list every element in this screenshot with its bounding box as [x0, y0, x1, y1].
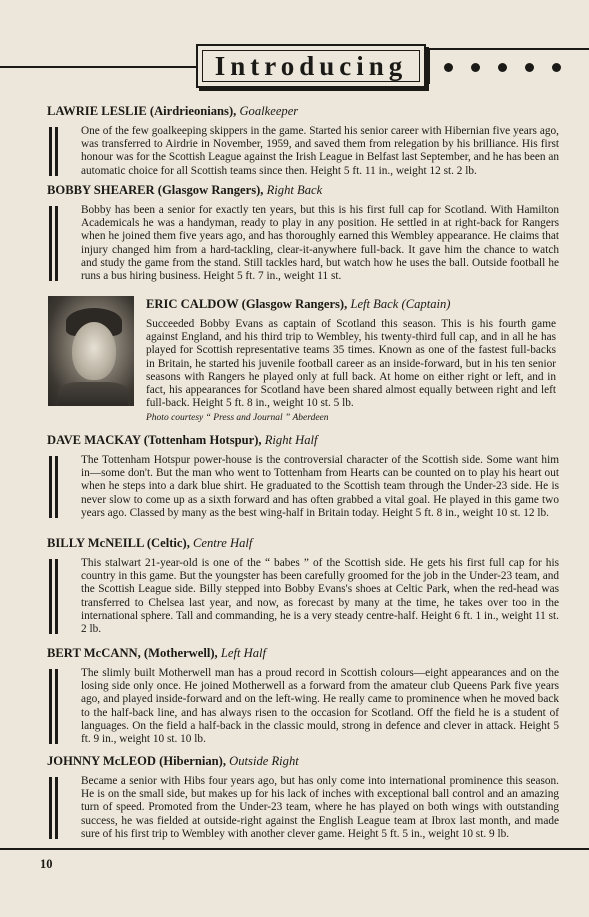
- player-bio: [47, 557, 559, 636]
- page-number: 10: [40, 857, 53, 871]
- double-bar-marker: [49, 206, 59, 281]
- player-heading: [47, 535, 559, 551]
- player-position: Left Back: [350, 297, 399, 311]
- player-entry-mackay: [47, 432, 559, 520]
- player-bio-text: Succeeded Bobby Evans as captain of Scotland this season. This is his fourth game against England, and his third trip to Wembley, his twenty-third full cap, and in all he has played for Scottish representative teams 35 times. Known as one of the fastest full-backs in Britain, he started his juvenile football career as an inside-forward, but in his ten senior seasons with Rangers he played only at full back. At home on either right or left, and in fact, his appearances for Scotland have been shared almost equally between right and left full-back. Height 5 ft. 8 in., weight 10 st. 5 lb.: [146, 318, 556, 410]
- player-bio: [47, 125, 559, 178]
- dot-icon: [552, 63, 561, 72]
- player-heading: [47, 182, 559, 198]
- page-title: Introducing: [214, 50, 408, 81]
- dot-icon: [471, 63, 480, 72]
- double-bar-marker: [49, 669, 59, 744]
- double-bar-marker: [49, 456, 59, 518]
- player-position: Left Half: [220, 646, 267, 660]
- player-name: LAWRIE LESLIE (Airdrieonians),: [47, 104, 237, 118]
- player-bio-text: Bobby has been a senior for exactly ten years, but this is his first full cap for Scotland. With Hamilton Academicals he was a handyman, ready to play in any position. He settled in at right-back for Rangers when he joined them five years ago, and has thoroughly earned this Wembley appearance. He claims that injury changed him from a hard-tackling, clear-it-anywhere full-back. It gave him the chance to watch and study the game from the stand. Still tackles hard, but watch how he uses the ball. Outside football he runs a bus hiring business. Height 5 ft. 7 in., weight 11 st.: [81, 204, 559, 283]
- player-entry-caldow: [146, 296, 556, 423]
- player-name: DAVE MACKAY (Tottenham Hotspur),: [47, 433, 262, 447]
- player-name: BOBBY SHEARER (Glasgow Rangers),: [47, 183, 264, 197]
- player-heading: [47, 645, 559, 661]
- double-bar-marker: [49, 777, 59, 839]
- photo-credit: Photo courtesy “ Press and Journal ” Aberdeen: [146, 413, 329, 424]
- player-position: Outside Right: [229, 754, 299, 768]
- player-captain-tag: (Captain): [401, 297, 451, 311]
- dot-icon: [444, 63, 453, 72]
- dot-icon: [498, 63, 507, 72]
- player-bio-text: One of the few goalkeeping skippers in the game. Started his senior career with Hibernian five years ago, was transferred to Airdrie in November, 1959, and saved them from relegation by his brilliance. His first honour was for the Scottish League against the Irish League in Belfast last September, and he has been an automatic choice for all Scottish teams since then. Height 5 ft. 11 in., weight 12 st. 2 lb.: [81, 125, 559, 177]
- player-position: Right Half: [264, 433, 318, 447]
- dot-icon: [525, 63, 534, 72]
- player-name: JOHNNY McLEOD (Hibernian),: [47, 754, 226, 768]
- photo-collar: [58, 382, 128, 406]
- player-bio: [47, 204, 559, 283]
- player-bio: [47, 667, 559, 746]
- player-bio-text: Became a senior with Hibs four years ago, but has only come into international prominence this season. He is on the small side, but makes up for his lack of inches with exceptional ball control and an amazing turn of speed. Promoted from the Under-23 team, where he has played on both wings with outstanding success, he was fielded at outside-right against the English League team at Ibrox last month, and made sure of his first trip to Wembley with another clever game. Height 5 ft. 5 in., weight 10 st. 9 lb.: [81, 775, 559, 840]
- player-bio-text: The Tottenham Hotspur power-house is the controversial character of the Scottish side. Some want him in—some don't. But the man who went to Tottenham from Hearts can be counted on to play his heart out when he steps into a dark blue shirt. He graduated to the Scottish team through the Under-23 side. He is never slow to come up as a sixth forward and has often grabbed a vital goal. He played in this game two years ago. Classed by many as the best wing-half in Britain today. Height 5 ft. 8 in., weight 10 st. 12 lb.: [81, 454, 559, 519]
- title-box: [196, 44, 426, 88]
- introducing-banner: [0, 42, 589, 94]
- title-inner-frame: [202, 50, 420, 82]
- banner-rule: [0, 66, 196, 68]
- player-heading: [146, 296, 556, 312]
- player-bio: [47, 454, 559, 520]
- footer-rule: [0, 848, 589, 850]
- player-entry-mccann: [47, 645, 559, 746]
- player-bio: [47, 775, 559, 841]
- player-heading: [47, 103, 559, 119]
- player-name: BILLY McNEILL (Celtic),: [47, 536, 190, 550]
- double-bar-marker: [49, 127, 59, 176]
- player-name: BERT McCANN, (Motherwell),: [47, 646, 218, 660]
- player-position: Goalkeeper: [239, 104, 299, 118]
- double-bar-marker: [49, 559, 59, 634]
- player-bio-text: The slimly built Motherwell man has a proud record in Scottish colours—eight appearances and on the losing side only once. He joined Motherwell as a forward from the amateur club Queens Park five years ago, and played inside-forward and on the left-wing. He really came to prominence when he moved back to the half-back line, and has always risen to the occasion for Scotland. Off the field he is a student of languages. On the field a half-back in the classic mould, strong in defence and clever in attack. Height 5 ft. 9 in., weight 10 st. 10 lb.: [81, 667, 559, 746]
- player-position: Right Back: [266, 183, 323, 197]
- player-bio-text: This stalwart 21-year-old is one of the “ babes ” of the Scottish side. He gets his first full cap for his country in this game. But the youngster has been carefully groomed for the job in the Under-23 team, and the Scottish League side. Billy stepped into Bobby Evans's shoes at Celtic Park, when the red-head was transferred to Chelsea last year, and now, as forecast by many at the time, he takes over too in the international sphere. Tall and commanding, he is a very steady centre-half. Height 6 ft. 1 in., weight 11 st. 2 lb.: [81, 557, 559, 636]
- player-entry-leslie: [47, 103, 559, 178]
- player-name: ERIC CALDOW (Glasgow Rangers),: [146, 297, 348, 311]
- player-heading: [47, 432, 559, 448]
- player-heading: [47, 753, 559, 769]
- player-entry-shearer: [47, 182, 559, 283]
- player-entry-mcneill: [47, 535, 559, 636]
- player-position: Centre Half: [193, 536, 253, 550]
- player-photo-caldow: [48, 296, 134, 406]
- decorative-dots: [428, 48, 589, 84]
- photo-face: [72, 322, 116, 380]
- player-entry-mcleod: [47, 753, 559, 841]
